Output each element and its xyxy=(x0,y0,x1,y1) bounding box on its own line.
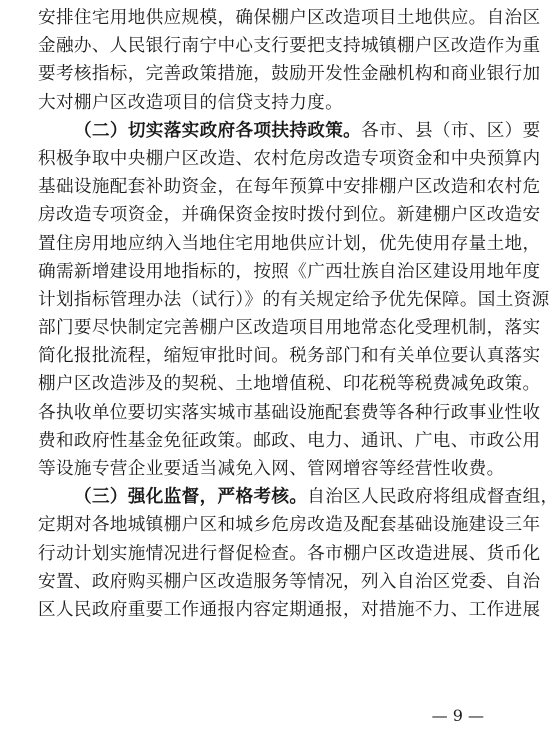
text-line xyxy=(38,568,541,596)
text-line xyxy=(38,342,541,370)
text-line xyxy=(38,117,541,145)
text-line xyxy=(38,173,541,201)
line-text: 安排住宅用地供应规模，确保棚户区改造项目土地供应。自治区 xyxy=(38,8,541,28)
line-text: 各市、县（市、区）要 xyxy=(361,120,541,141)
text-line xyxy=(38,483,559,511)
line-text: 行动计划实施情况进行督促检查。各市棚户区改造进展、货币化 xyxy=(38,543,541,564)
section-heading: （二）切实落实政府各项扶持政策。 xyxy=(74,119,362,141)
text-line xyxy=(38,32,541,60)
line-text: 计划指标管理办法（试行）》的有关规定给予优先保障。国土资源 xyxy=(38,289,550,310)
line-text: 区人民政府重要工作通报内容定期通报，对措施不力、工作进展 xyxy=(38,599,541,620)
text-line xyxy=(38,596,541,624)
text-line xyxy=(38,145,541,173)
page-number: — 9 — xyxy=(431,706,484,725)
section-heading: （三）强化监督，严格考核。 xyxy=(74,486,308,508)
line-text: 积极争取中央棚户区改造、农村危房改造专项资金和中央预算内 xyxy=(38,148,541,169)
text-line xyxy=(38,314,541,342)
line-text: 部门要尽快制定完善棚户区改造项目用地常态化受理机制，落实 xyxy=(38,318,541,339)
line-text: 大对棚户区改造项目的信贷支持力度。 xyxy=(38,92,344,113)
line-text: 自治区人民政府将组成督查组， xyxy=(307,487,559,508)
text-line xyxy=(38,4,541,32)
line-text: 费和政府性基金免征政策。邮政、电力、通讯、广电、市政公用 xyxy=(38,430,541,451)
text-line xyxy=(38,230,541,258)
line-text: 等设施专营企业要适当减免入网、管网增容等经营性收费。 xyxy=(38,459,505,479)
line-text: 定期对各地城镇棚户区和城乡危房改造及配套基础设施建设三年 xyxy=(38,515,541,536)
text-line xyxy=(38,427,541,455)
text-line xyxy=(38,540,541,568)
text-line xyxy=(38,89,502,117)
body-text xyxy=(38,4,559,624)
line-text: 基础设施配套补助资金，在每年预算中安排棚户区改造和农村危 xyxy=(38,177,541,198)
text-line xyxy=(38,286,550,314)
line-text: 金融办、人民银行南宁中心支行要把支持城镇棚户区改造作为重 xyxy=(38,36,541,57)
text-line xyxy=(38,399,541,427)
text-line xyxy=(38,455,505,483)
line-text: 棚户区改造涉及的契税、土地增值税、印花税等税费减免政策。 xyxy=(38,374,541,395)
line-text: 简化报批流程，缩短审批时间。税务部门和有关单位要认真落实 xyxy=(38,346,541,367)
line-text: 确需新增建设用地指标的，按照《广西壮族自治区建设用地年度 xyxy=(38,261,541,282)
line-text: 置住房用地应纳入当地住宅用地供应计划，优先使用存量土地， xyxy=(38,233,541,254)
line-text: 各执收单位要切实落实城市基础设施配套费等各种行政事业性收 xyxy=(38,402,541,423)
text-line xyxy=(38,370,541,398)
text-line xyxy=(38,258,541,286)
text-line xyxy=(38,201,541,229)
line-text: 房改造专项资金，并确保资金按时拨付到位。新建棚户区改造安 xyxy=(38,205,541,226)
line-text: 安置、政府购买棚户区改造服务等情况，列入自治区党委、自治 xyxy=(38,571,541,592)
text-line xyxy=(38,60,541,88)
line-text: 要考核指标，完善政策措施，鼓励开发性金融机构和商业银行加 xyxy=(38,64,541,85)
text-line xyxy=(38,511,541,539)
